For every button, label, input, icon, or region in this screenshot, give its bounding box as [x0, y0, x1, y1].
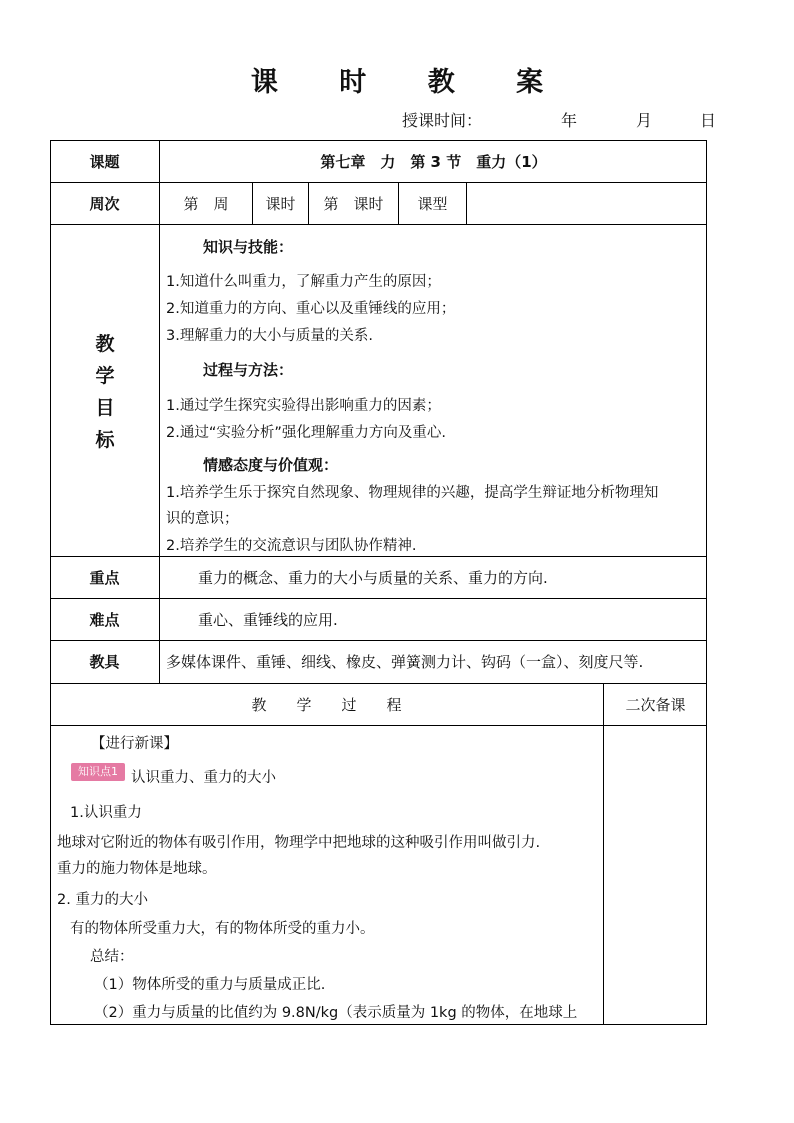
summary-item: （2）重力与质量的比值约为 9.8N/kg（表示质量为 1kg 的物体，在地球上 — [94, 1005, 578, 1021]
key-points-value: 重力的概念、重力的大小与质量的关系、重力的方向. — [198, 568, 548, 587]
emotion-heading: 情感态度与价值观： — [203, 456, 339, 474]
emotion-item: 识的意识； — [166, 511, 239, 527]
page-title: 课 时 教 案 — [250, 67, 570, 98]
column-divider — [603, 683, 604, 1025]
teaching-tools-value: 多媒体课件、重锤、细线、橡皮、弹簧测力计、钩码（一盒）、刻度尺等. — [166, 653, 644, 671]
topic-value: 第七章 力 第 3 节 重力（1） — [320, 152, 547, 171]
goals-label-char: 标 — [95, 429, 115, 451]
knowledge-item: 3.理解重力的大小与质量的关系. — [166, 328, 373, 344]
goals-label-char: 学 — [95, 365, 115, 387]
paragraph-line: 有的物体所受重力大，有的物体所受的重力小。 — [70, 921, 375, 937]
goals-label-char: 目 — [95, 397, 115, 419]
process-heading: 过程与方法： — [203, 361, 294, 379]
new-lesson-heading: 【进行新课】 — [91, 736, 178, 752]
day-label: 日 — [700, 111, 717, 130]
teaching-process-header: 教 学 过 程 — [251, 695, 402, 714]
row-divider — [50, 224, 707, 225]
paragraph-line: 重力的施力物体是地球。 — [57, 861, 217, 877]
knowledge-point-title: 认识重力、重力的大小 — [131, 770, 276, 786]
difficulty-label: 难点 — [89, 610, 120, 629]
secondary-prep-header: 二次备课 — [625, 695, 686, 714]
topic-label: 课题 — [89, 152, 120, 171]
year-label: 年 — [561, 111, 578, 130]
key-points-label: 重点 — [89, 568, 120, 587]
lesson-type-label: 课型 — [417, 194, 448, 213]
difficulty-value: 重心、重锤线的应用. — [198, 610, 338, 629]
week-value: 第 周 — [183, 194, 229, 213]
row-divider — [50, 725, 707, 726]
month-label: 月 — [636, 111, 653, 130]
emotion-item: 1.培养学生乐于探究自然现象、物理规律的兴趣，提高学生辩证地分析物理知 — [166, 485, 659, 501]
period-value: 第 课时 — [323, 194, 384, 213]
knowledge-heading: 知识与技能： — [203, 238, 294, 256]
lesson-type-value — [467, 182, 707, 224]
knowledge-item: 2.知道重力的方向、重心以及重锤线的应用； — [166, 301, 456, 317]
section-title: 2. 重力的大小 — [57, 892, 148, 908]
teaching-tools-label: 教具 — [89, 653, 120, 671]
process-item: 2.通过“实验分析”强化理解重力方向及重心. — [166, 425, 446, 441]
summary-label: 总结： — [90, 949, 134, 965]
process-item: 1.通过学生探究实验得出影响重力的因素； — [166, 398, 441, 414]
paragraph-line: 地球对它附近的物体有吸引作用，物理学中把地球的这种吸引作用叫做引力. — [57, 835, 541, 851]
emotion-item: 2.培养学生的交流意识与团队协作精神. — [166, 538, 417, 554]
period-label: 课时 — [265, 194, 296, 213]
knowledge-item: 1.知道什么叫重力，了解重力产生的原因； — [166, 274, 441, 290]
summary-item: （1）物体所受的重力与质量成正比. — [94, 977, 326, 993]
section-title: 1.认识重力 — [70, 805, 142, 821]
teaching-time-label: 授课时间： — [402, 111, 483, 130]
knowledge-point-badge: 知识点1 — [71, 763, 125, 781]
teaching-goals-label — [50, 328, 160, 456]
goals-label-char: 教 — [95, 333, 115, 355]
week-label: 周次 — [89, 194, 120, 213]
